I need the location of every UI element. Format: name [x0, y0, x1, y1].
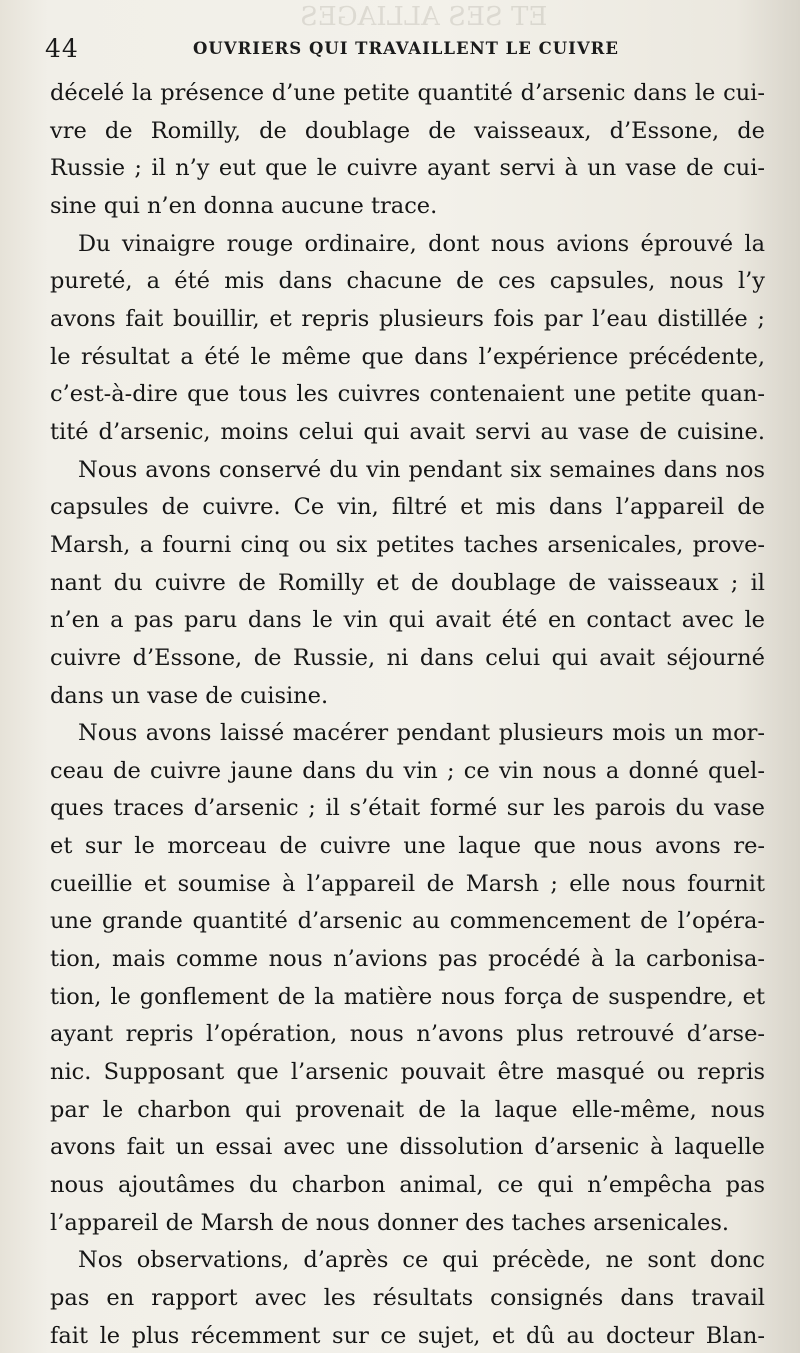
text-line: Marsh, a fourni cinq ou six petites taches arsenicales, prove- [50, 531, 765, 558]
text-line: avons fait un essai avec une dissolution d’arsenic à laquelle [50, 1134, 765, 1161]
text-line: tité d’arsenic, moins celui qui avait servi au vase de cuisine. [50, 418, 765, 445]
body-text [50, 75, 765, 1353]
text-line: capsules de cuivre. Ce vin, filtré et mis dans l’appareil de [50, 494, 765, 521]
text-line: sine qui n’en donna aucune trace. [50, 192, 438, 219]
text-line: tion, mais comme nous n’avions pas procédé à la carbonisa- [50, 946, 765, 973]
text-line: Du vinaigre rouge ordinaire, dont nous avions éprouvé la [78, 230, 765, 257]
text-line: n’en a pas paru dans le vin qui avait été en contact avec le [50, 607, 765, 634]
running-head: OUVRIERS QUI TRAVAILLENT LE CUIVRE [193, 39, 619, 58]
text-line: pureté, a été mis dans chacune de ces capsules, nous l’y [50, 268, 765, 295]
text-line: Russie ; il n’y eut que le cuivre ayant servi à un vase de cui- [50, 155, 765, 182]
text-line: cueillie et soumise à l’appareil de Marsh ; elle nous fournit [50, 870, 765, 897]
text-line: ques traces d’arsenic ; il s’était formé sur les parois du vase [50, 795, 765, 822]
text-line: l’appareil de Marsh de nous donner des taches arsenicales. [50, 1209, 730, 1236]
text-line: cuivre d’Essone, de Russie, ni dans celui qui avait séjourné [50, 644, 765, 671]
page-header [45, 30, 765, 70]
text-line: Nous avons conservé du vin pendant six semaines dans nos [78, 456, 765, 483]
text-line: ayant repris l’opération, nous n’avons plus retrouvé d’arse- [50, 1021, 765, 1048]
text-line: et sur le morceau de cuivre une laque que nous avons re- [50, 833, 765, 860]
text-line: une grande quantité d’arsenic au commencement de l’opéra- [50, 908, 765, 935]
text-line: pas en rapport avec les résultats consignés dans travail [50, 1285, 765, 1311]
text-line: dans un vase de cuisine. [50, 682, 329, 709]
text-line: le résultat a été le même que dans l’expérience précédente, [50, 343, 765, 370]
text-line: fait le plus récemment sur ce sujet, et dû au docteur Blan- [50, 1322, 765, 1349]
text-line: par le charbon qui provenait de la laque elle-même, nous [50, 1096, 765, 1123]
text-line: Nos observations, d’après ce qui précède, ne sont donc [78, 1247, 765, 1274]
text-line: nous ajoutâmes du charbon animal, ce qui n’empêcha pas [50, 1172, 765, 1199]
text-line: décelé la présence d’une petite quantité d’arsenic dans le cui- [50, 80, 765, 106]
page-number: 44 [45, 34, 79, 63]
text-line: nant du cuivre de Romilly et de doublage de vaisseaux ; il [50, 569, 765, 596]
text-line: ceau de cuivre jaune dans du vin ; ce vin nous a donné quel- [50, 757, 765, 784]
text-line: Nous avons laissé macérer pendant plusieurs mois un mor- [78, 720, 765, 747]
bleed-through-text: ET SES ALLIAGES [300, 2, 548, 32]
text-line: vre de Romilly, de doublage de vaisseaux, d’Essone, de [50, 117, 765, 144]
text-line: tion, le gonflement de la matière nous força de suspendre, et [50, 983, 765, 1010]
text-line: nic. Supposant que l’arsenic pouvait être masqué ou repris [50, 1059, 765, 1086]
text-line: avons fait bouillir, et repris plusieurs fois par l’eau distillée ; [50, 305, 765, 332]
text-line: c’est-à-dire que tous les cuivres contenaient une petite quan- [50, 381, 765, 408]
